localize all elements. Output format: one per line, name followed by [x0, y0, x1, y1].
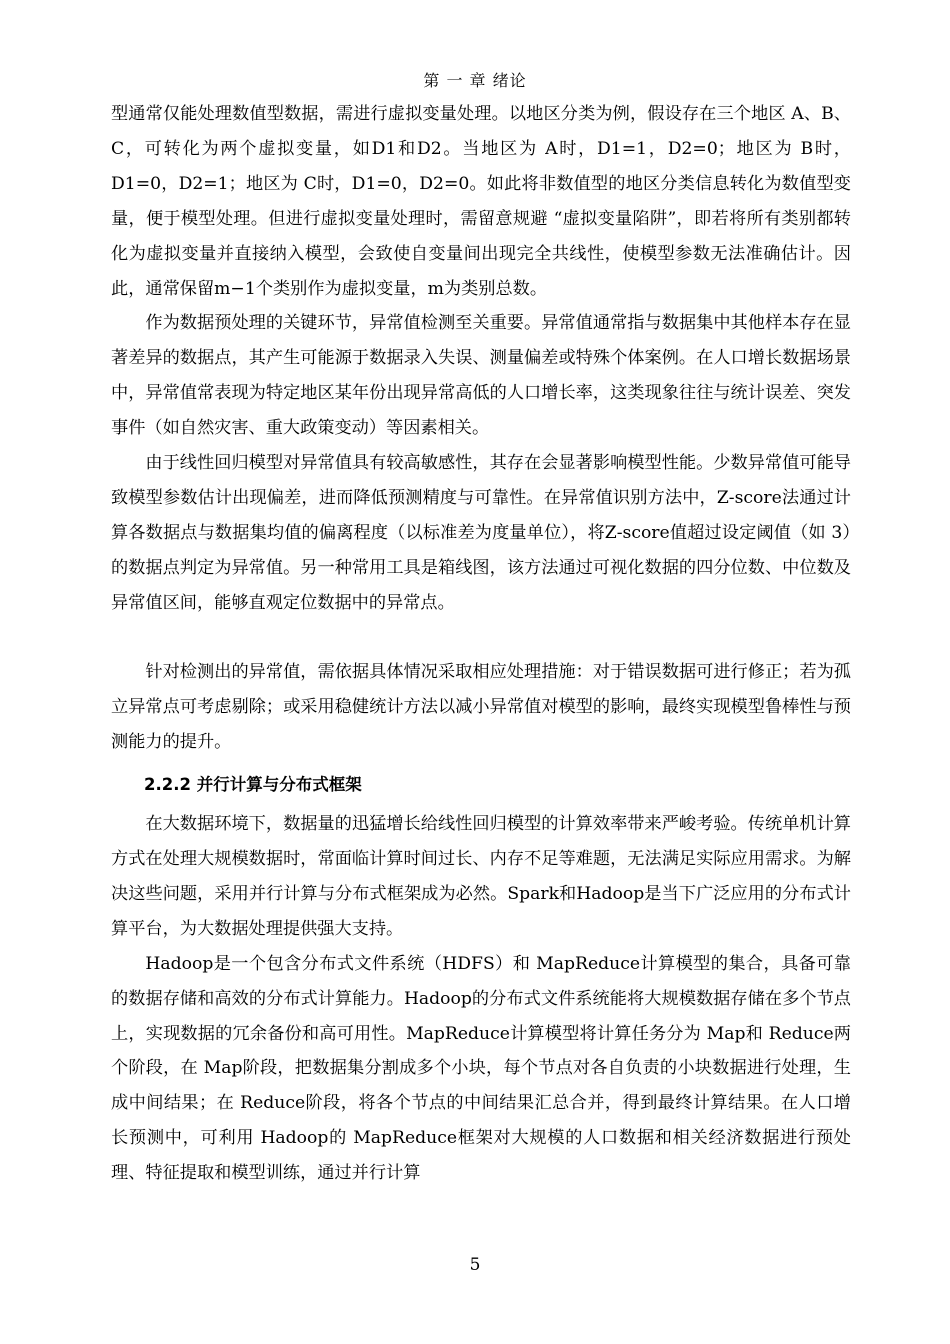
section-title: 2.2.2 并行计算与分布式框架	[144, 775, 362, 795]
paragraph-outlier-detection: 作为数据预处理的关键环节，异常值检测至关重要。异常值通常指与数据集中其他样本存在显著差异的数据点，其产生可能源于数据录入失误、测量偏差或特殊个体案例。在人口增长数据场景中，异常值常表现为特定地区某年份出现异常高低的人口增长率，这类现象往往与统计误差、突发事件（如自然灾害、重大政策变动）等因素相关。	[111, 313, 851, 439]
paragraph-outlier-handling: 针对检测出的异常值，需依据具体情况采取相应处理措施：对于错误数据可进行修正；若为孤立异常点可考虑剔除；或采用稳健统计方法以减小异常值对模型的影响，最终实现模型鲁棒性与预测能力的提升。	[111, 662, 851, 753]
paragraph-dummy-variables: 型通常仅能处理数值型数据，需进行虚拟变量处理。以地区分类为例，假设存在三个地区 A、B、C，可转化为两个虚拟变量，如D1和D2。当地区为 A时，D1=1，D2=0；地区为 B时，D1=0，D2=1；地区为 C时，D1=0，D2=0。如此将非数值型的地区分类信息转化为数值型变量，便于模型处理。但进行虚拟变量处理时，需留意规避 “虚拟变量陷阱”，即若将所有类别都转化为虚拟变量并直接纳入模型，会致使自变量间出现完全共线性，使模型参数无法准确估计。因此，通常保留m−1个类别作为虚拟变量，m为类别总数。	[111, 104, 851, 299]
paragraph-spacer	[111, 621, 851, 656]
page-number: 5	[469, 1255, 481, 1275]
body-text	[111, 97, 851, 1191]
paragraph-hadoop: Hadoop是一个包含分布式文件系统（HDFS）和 MapReduce计算模型的集合，具备可靠的数据存储和高效的分布式计算能力。Hadoop的分布式文件系统能将大规模数据存储在多个节点上，实现数据的冗余备份和高可用性。MapReduce计算模型将计算任务分为 Map和 Reduce两个阶段，在 Map阶段，把数据集分割成多个小块，每个节点对各自负责的小块数据进行处理，生成中间结果；在 Reduce阶段，将各个节点的中间结果汇总合并，得到最终计算结果。在人口增长预测中，可利用 Hadoop的 MapReduce框架对大规模的人口数据和相关经济数据进行预处理、特征提取和模型训练，通过并行计算	[111, 953, 851, 1184]
paragraph-outlier-methods: 由于线性回归模型对异常值具有较高敏感性，其存在会显著影响模型性能。少数异常值可能导致模型参数估计出现偏差，进而降低预测精度与可靠性。在异常值识别方法中，Z-score法通过计算各数据点与数据集均值的偏离程度（以标准差为度量单位），将Z-score值超过设定阈值（如 3）的数据点判定为异常值。另一种常用工具是箱线图，该方法通过可视化数据的四分位数、中位数及异常值区间，能够直观定位数据中的异常点。	[111, 453, 851, 613]
paragraph-big-data: 在大数据环境下，数据量的迅猛增长给线性回归模型的计算效率带来严峻考验。传统单机计算方式在处理大规模数据时，常面临计算时间过长、内存不足等难题，无法满足实际应用需求。为解决这些问题，采用并行计算与分布式框架成为必然。Spark和Hadoop是当下广泛应用的分布式计算平台，为大数据处理提供强大支持。	[111, 814, 851, 939]
chapter-header: 第 一 章 绪论	[423, 71, 527, 90]
